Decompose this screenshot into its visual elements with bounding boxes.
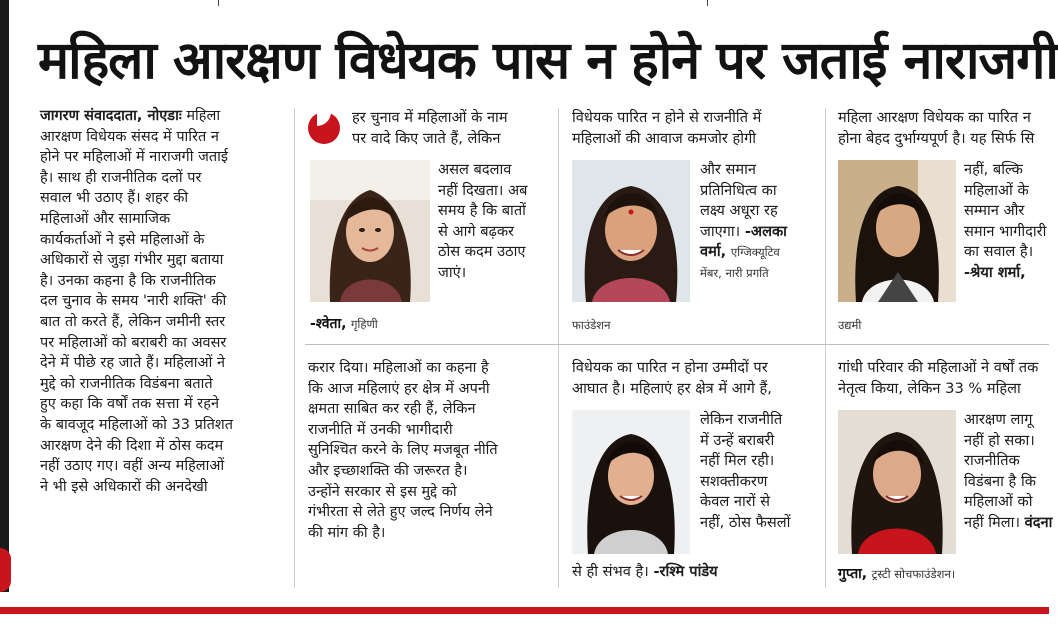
photo-shweta: [310, 160, 430, 302]
column-divider: [558, 108, 559, 588]
article-line: करार दिया। महिलाओं का कहना है: [308, 360, 489, 376]
article-line: दल चुनाव के समय 'नारी शक्ति' की: [40, 293, 227, 310]
article-line: है। साथ ही राजनीतिक दलों पर: [40, 169, 202, 186]
article-line: सवाल भी उठाए हैं। शहर की: [40, 190, 189, 207]
quote-shweta-top: [352, 108, 552, 149]
photo-rashmi: [572, 410, 690, 554]
article-line: बात तो करते हैं, लेकिन जमीनी स्तर: [40, 313, 226, 330]
quote-line: होना बेहद दुर्भाग्यपूर्ण है। यह सिर्फ सि: [838, 129, 1035, 147]
article-line: मुद्दे को राजनीतिक विडंबना बताते: [40, 375, 213, 392]
article-line: राजनीति में उनकी भागीदारी: [308, 421, 453, 438]
quote-line: सम्मान और: [964, 202, 1025, 219]
quote-shreya-side: [964, 160, 1049, 283]
byline: जागरण संवाददाता, नोएडाः: [40, 108, 182, 124]
quote-line: पर वादे किए जाते हैं, लेकिन: [352, 129, 501, 147]
quote-line: जाएं।: [438, 263, 467, 281]
person-role: गृहिणी: [350, 317, 378, 331]
quote-line: गांधी परिवार की महिलाओं ने वर्षों तक: [838, 359, 1039, 376]
attribution-vandana: [838, 564, 955, 583]
attribution-alka: [700, 242, 822, 263]
article-line: है। उनका कहना है कि राजनीतिक: [40, 272, 216, 289]
article-line: गंभीरता से लेते हुए जल्द निर्णय लेने: [308, 504, 493, 521]
photo-shreya: [838, 160, 956, 302]
person-name: गुप्ता,: [838, 566, 868, 582]
person-name: -रश्मि पांडेय: [653, 563, 718, 580]
article-line: महिला: [186, 108, 221, 124]
row-divider: [305, 344, 1049, 345]
article-line: नहीं उठाए गए। वहीं अन्य महिलाओं: [40, 458, 225, 475]
quote-line: महिलाओं के: [964, 181, 1029, 199]
quote-line: विधेयक पारित न होने से राजनीति में: [572, 109, 762, 126]
quote-line: लक्ष्य अधूरा रह: [700, 202, 778, 219]
article-line: सुनिश्चित करने के लिए मजबूत नीति: [308, 442, 498, 459]
person-name: वर्मा,: [700, 243, 727, 260]
left-border: [0, 0, 9, 592]
quote-line-text: जाएगा।: [700, 222, 741, 240]
article-line: महिलाओं और सामाजिक: [40, 210, 171, 227]
quote-line: महिलाओं की आवाज कमजोर होगी: [572, 129, 757, 147]
attribution-shweta: [310, 314, 378, 333]
attribution-rashmi: [572, 562, 718, 583]
top-tick: [707, 0, 708, 6]
person-role: मेंबर, नारी प्रगति: [700, 265, 769, 280]
quote-line: विडंबना है कि: [964, 472, 1036, 490]
quote-line: नहीं, ठोस फैसलों: [700, 513, 791, 531]
article-line: होने पर महिलाओं में नाराजगी जताई: [40, 149, 228, 166]
article-line: देने में पीछे रह जाते हैं। महिलाओं ने: [40, 355, 226, 372]
quote-vandana-top: [838, 358, 1049, 399]
article-line: कार्यकर्ताओं ने इसे महिलाओं के: [40, 231, 205, 248]
quote-line: समान भागीदारी: [964, 222, 1047, 240]
quote-line: और समान: [700, 161, 757, 178]
quote-line: सशक्तीकरण: [700, 472, 768, 490]
bottom-red-rule: [0, 607, 1049, 614]
quote-line: असल बदलाव: [438, 161, 512, 178]
left-red-marker: [0, 548, 11, 592]
photo-vandana: [838, 410, 956, 554]
main-article-continuation: [308, 358, 546, 543]
quote-line: आरक्षण लागू: [964, 411, 1033, 428]
article-line: अधिकारों से जुड़ा गंभीर मुद्दा बताया: [40, 252, 224, 269]
person-name: -अलका: [744, 222, 787, 240]
article-line: और इच्छाशक्ति की जरूरत है।: [308, 462, 468, 479]
quote-line: [700, 222, 822, 243]
quote-rashmi-side: [700, 410, 822, 533]
quote-line: महिलाओं को: [964, 493, 1033, 510]
quote-line: प्रतिनिधित्व का: [700, 181, 777, 199]
quote-rashmi-top: [572, 358, 822, 399]
person-role: ट्रस्टी सोचफाउंडेशन।: [871, 567, 956, 581]
quote-line: आघात है। महिलाएं हर क्षेत्र में आगे हैं,: [572, 379, 772, 397]
article-line: की मांग की है।: [308, 524, 386, 541]
article-line: क्षमता साबित कर रही हैं, लेकिन: [308, 401, 476, 418]
quote-line-text: नहीं मिला।: [964, 513, 1020, 531]
person-name: -श्रेया शर्मा,: [964, 263, 1026, 281]
person-name: वंदना: [1024, 513, 1053, 531]
photo-alka: [572, 160, 690, 302]
person-name: -श्वेता,: [310, 316, 347, 332]
article-line: उन्होंने सरकार से इस मुद्दे को: [308, 483, 457, 500]
article-line: आरक्षण विधेयक संसद में पारित न: [40, 128, 219, 145]
quote-shreya-top: [838, 108, 1049, 149]
quote-line: विधेयक का पारित न होना उम्मीदों पर: [572, 359, 768, 376]
column-divider: [825, 108, 826, 588]
quote-line: [964, 513, 1053, 534]
article-line: आरक्षण देने की दिशा में ठोस कदम: [40, 437, 224, 454]
article-line: पर महिलाओं को बराबरी का अवसर: [40, 334, 227, 351]
headline: महिला आरक्षण विधेयक पास न होने पर जताई नाराजगी: [38, 31, 1058, 91]
person-role: एग्जिक्यूटिव: [730, 245, 780, 259]
article-line: के बावजूद महिलाओं को 33 प्रतिशत: [40, 416, 234, 433]
quote-line: हर चुनाव में महिलाओं के नाम: [352, 109, 508, 126]
main-article: [40, 106, 281, 497]
quote-line: ठोस कदम उठाए: [438, 243, 526, 260]
quote-shweta-side: [438, 160, 556, 283]
quote-line: से ही संभव है।: [572, 563, 649, 580]
quote-mark-icon: [308, 112, 340, 144]
quote-line: नहीं मिल रही।: [700, 452, 775, 469]
quote-line: का सवाल है।: [964, 243, 1034, 260]
quote-line: में उन्हें बराबरी: [700, 431, 775, 449]
quote-alka-side: [700, 160, 822, 283]
quote-line: समय है कि बातों: [438, 202, 526, 219]
quote-line: नहीं, बल्कि: [964, 161, 1023, 178]
quote-line: लेकिन राजनीति: [700, 411, 783, 428]
column-divider: [294, 108, 295, 588]
quote-line: महिला आरक्षण विधेयक का पारित न: [838, 109, 1031, 126]
quote-line: नेतृत्व किया, लेकिन 33 % महिला: [838, 379, 1021, 397]
quote-line: से आगे बढ़कर: [438, 222, 515, 240]
article-line-1: [40, 106, 281, 127]
quote-alka-top: [572, 108, 822, 149]
article-line: हुए कहा कि वर्षों तक सत्ता में रहने: [40, 396, 219, 413]
quote-line: नहीं हो सका।: [964, 431, 1035, 449]
quote-vandana-side: [964, 410, 1053, 533]
article-line: ने भी इसे अधिकारों की अनदेखी: [40, 478, 208, 495]
person-role: फाउंडेशन: [572, 318, 611, 332]
person-role: उद्यमी: [838, 318, 862, 332]
top-tick: [218, 0, 219, 6]
quote-line: नहीं दिखता। अब: [438, 181, 528, 199]
quote-line: राजनीतिक: [964, 452, 1020, 469]
quote-line: केवल नारों से: [700, 493, 770, 510]
article-line: कि आज महिलाएं हर क्षेत्र में अपनी: [308, 380, 490, 397]
